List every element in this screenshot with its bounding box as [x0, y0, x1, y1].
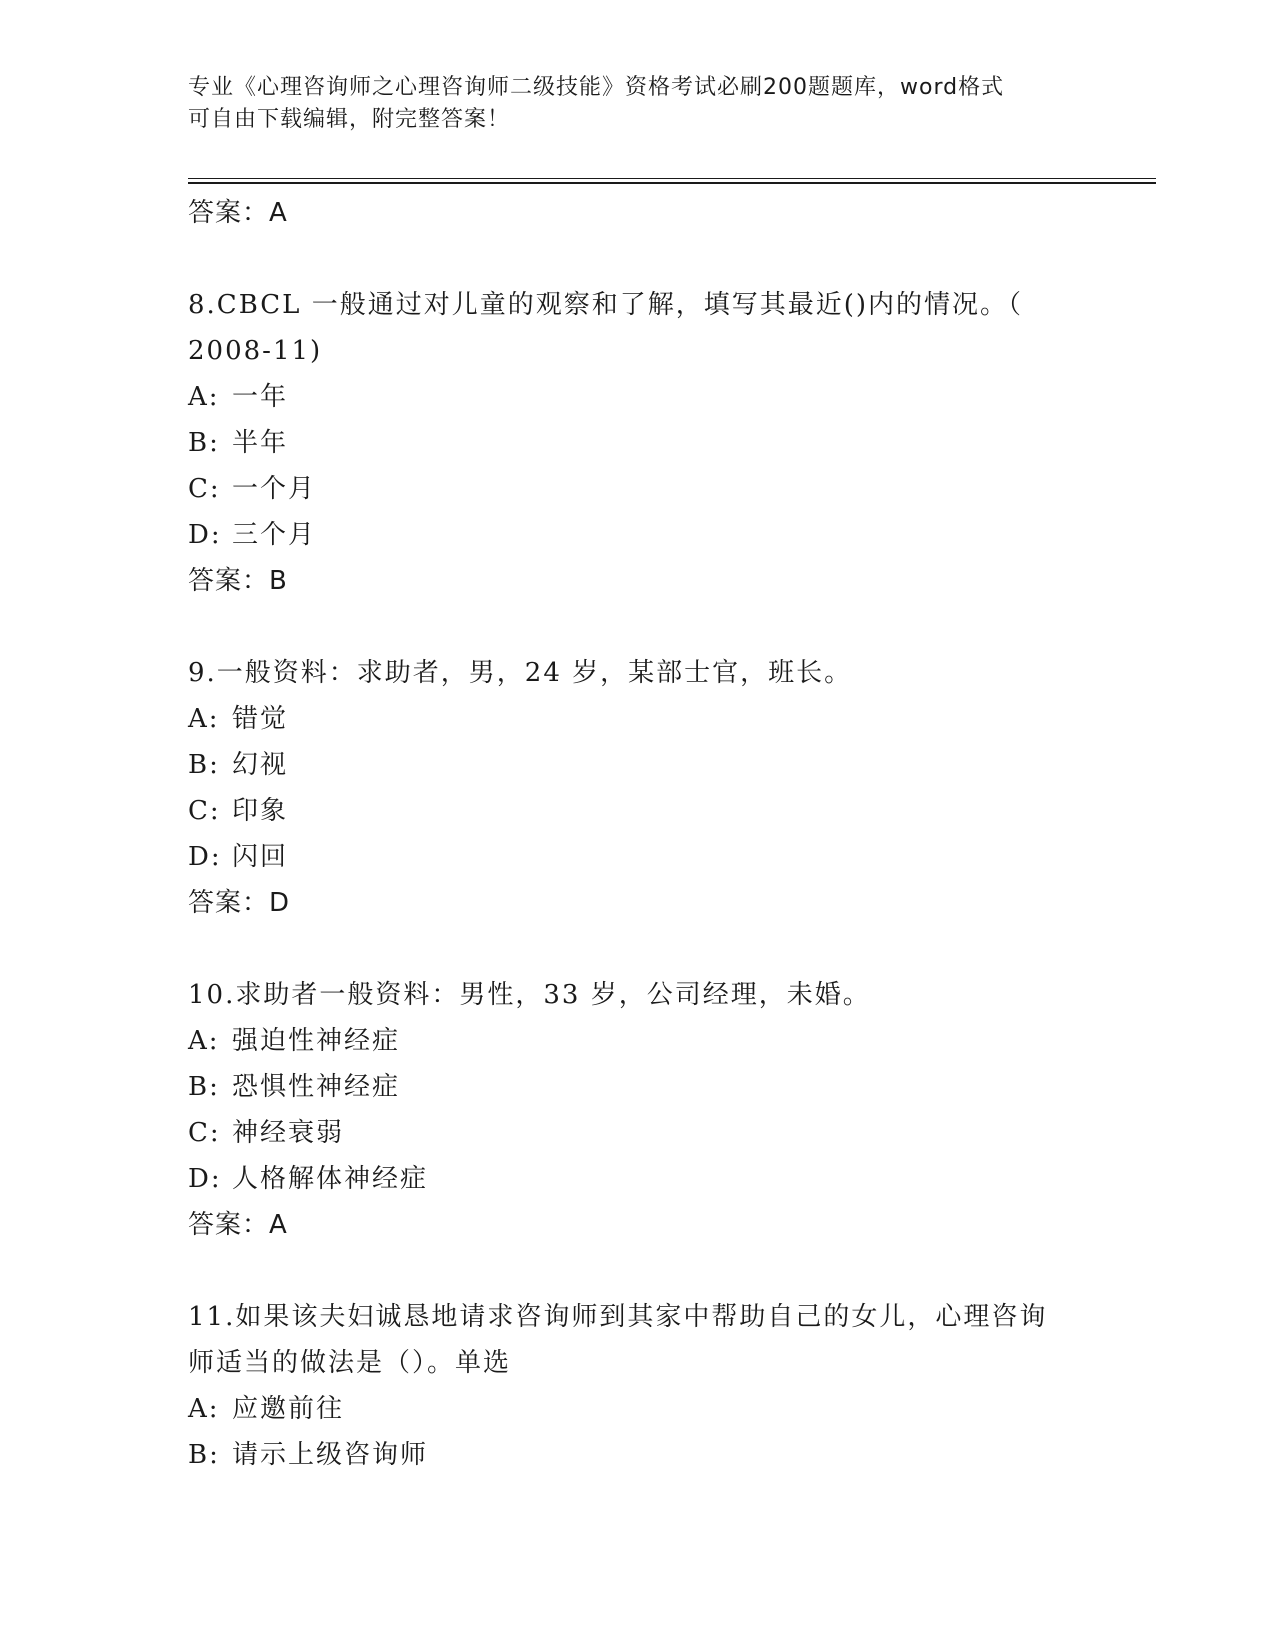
option-key: B: [188, 1440, 220, 1470]
option-key: A: [188, 704, 220, 734]
option-d [188, 834, 1088, 880]
question-stem: 9.一般资料：求助者，男，24 岁，某部士官，班长。 [188, 658, 853, 688]
answer-line: 答案：B [188, 566, 288, 596]
option-a [188, 696, 1088, 742]
question-stem-continued: 师适当的做法是（）。单选 [188, 1348, 512, 1378]
option-text: 恐惧性神经症 [232, 1072, 401, 1102]
header-line-1: 专业《心理咨询师之心理咨询师二级技能》资格考试必刷200题题库，word格式 [188, 75, 1005, 100]
option-text: 三个月 [232, 520, 317, 550]
option-text: 印象 [232, 796, 289, 826]
document-body [188, 190, 1088, 1478]
spacer [188, 236, 1088, 282]
option-key: C: [188, 1118, 221, 1148]
option-c [188, 1110, 1088, 1156]
answer-line: 答案：A [188, 1210, 288, 1240]
option-key: D: [188, 1164, 222, 1194]
option-key: B: [188, 1072, 220, 1102]
question-stem-continued: 2008-11) [188, 336, 323, 366]
option-key: B: [188, 750, 220, 780]
question-stem: 8.CBCL 一般通过对儿童的观察和了解，填写其最近()内的情况。（ [188, 290, 1024, 320]
question-item [188, 972, 1088, 1248]
option-c [188, 788, 1088, 834]
option-a [188, 374, 1088, 420]
option-b [188, 742, 1088, 788]
spacer [188, 604, 1088, 650]
spacer [188, 1248, 1088, 1294]
option-b [188, 1064, 1088, 1110]
answer-line: 答案：A [188, 198, 288, 228]
option-c [188, 466, 1088, 512]
question-item [188, 1294, 1088, 1478]
question-item [188, 282, 1088, 604]
option-key: B: [188, 428, 220, 458]
option-text: 幻视 [232, 750, 289, 780]
option-key: A: [188, 1026, 220, 1056]
header-line-2: 可自由下载编辑，附完整答案！ [188, 107, 511, 132]
answer-line: 答案：D [188, 888, 291, 918]
option-text: 一年 [232, 382, 289, 412]
option-key: A: [188, 1394, 220, 1424]
option-text: 闪回 [232, 842, 289, 872]
option-key: D: [188, 842, 222, 872]
option-b [188, 420, 1088, 466]
option-text: 强迫性神经症 [232, 1026, 401, 1056]
question-stem: 11.如果该夫妇诚恳地请求咨询师到其家中帮助自己的女儿，心理咨询 [188, 1302, 1048, 1332]
option-d [188, 512, 1088, 558]
option-a [188, 1018, 1088, 1064]
header-divider-thin [188, 178, 1156, 179]
question-item [188, 650, 1088, 926]
option-text: 一个月 [232, 474, 317, 504]
option-d [188, 1156, 1088, 1202]
option-key: C: [188, 474, 221, 504]
option-text: 神经衰弱 [232, 1118, 345, 1148]
option-b [188, 1432, 1088, 1478]
question-stem: 10.求助者一般资料：男性，33 岁，公司经理，未婚。 [188, 980, 871, 1010]
option-key: C: [188, 796, 221, 826]
option-key: D: [188, 520, 222, 550]
option-key: A: [188, 382, 220, 412]
document-header [188, 72, 1068, 136]
spacer [188, 926, 1088, 972]
option-text: 请示上级咨询师 [232, 1440, 429, 1470]
option-text: 应邀前往 [232, 1394, 345, 1424]
option-a [188, 1386, 1088, 1432]
header-divider-thick [188, 182, 1156, 184]
option-text: 人格解体神经症 [232, 1164, 429, 1194]
option-text: 错觉 [232, 704, 289, 734]
option-text: 半年 [232, 428, 289, 458]
